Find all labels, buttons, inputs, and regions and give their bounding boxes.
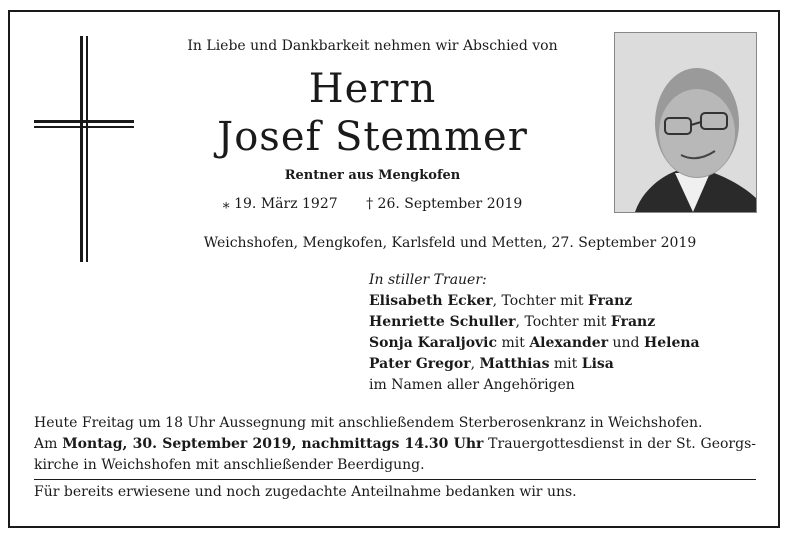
service-line-1: Heute Freitag um 18 Uhr Aussegnung mit anschließendem Sterberosenkranz in Weichshofen. — [34, 415, 703, 431]
list-item: Elisabeth Ecker, Tochter mit Franz — [369, 293, 633, 309]
birth-date: ⁎ 19. März 1927 — [222, 196, 338, 212]
service-line-2: Am Montag, 30. September 2019, nachmittags 14.30 Uhr Trauergottesdienst in der St. Georgs-kirche in Weichshofen mit anschließender Beerdigung. — [34, 436, 756, 473]
list-item: Henriette Schuller, Tochter mit Franz — [369, 314, 656, 330]
salutation: Herrn — [308, 66, 437, 112]
list-item: Pater Gregor, Matthias mit Lisa — [369, 356, 614, 372]
place-date: Weichshofen, Mengkofen, Karlsfeld und Metten, 27. September 2019 — [203, 235, 697, 251]
life-dates — [150, 196, 595, 212]
portrait-photo — [614, 32, 757, 213]
divider — [34, 479, 756, 480]
service-info — [34, 413, 756, 476]
occupation: Rentner aus Mengkofen — [284, 168, 461, 183]
deceased-name: Josef Stemmer — [217, 114, 528, 160]
list-item: Sonja Karaljovic mit Alexander und Helena — [369, 335, 700, 351]
thanks-text: Für bereits erwiesene und noch zugedachte Anteilnahme bedanken wir uns. — [34, 484, 577, 500]
mourners-list — [369, 270, 700, 396]
intro-text: In Liebe und Dankbarkeit nehmen wir Abschied von — [187, 38, 558, 54]
death-date: † 26. September 2019 — [366, 196, 523, 212]
mourners-closing: im Namen aller Angehörigen — [369, 377, 575, 393]
mourners-heading: In stiller Trauer: — [369, 272, 487, 288]
